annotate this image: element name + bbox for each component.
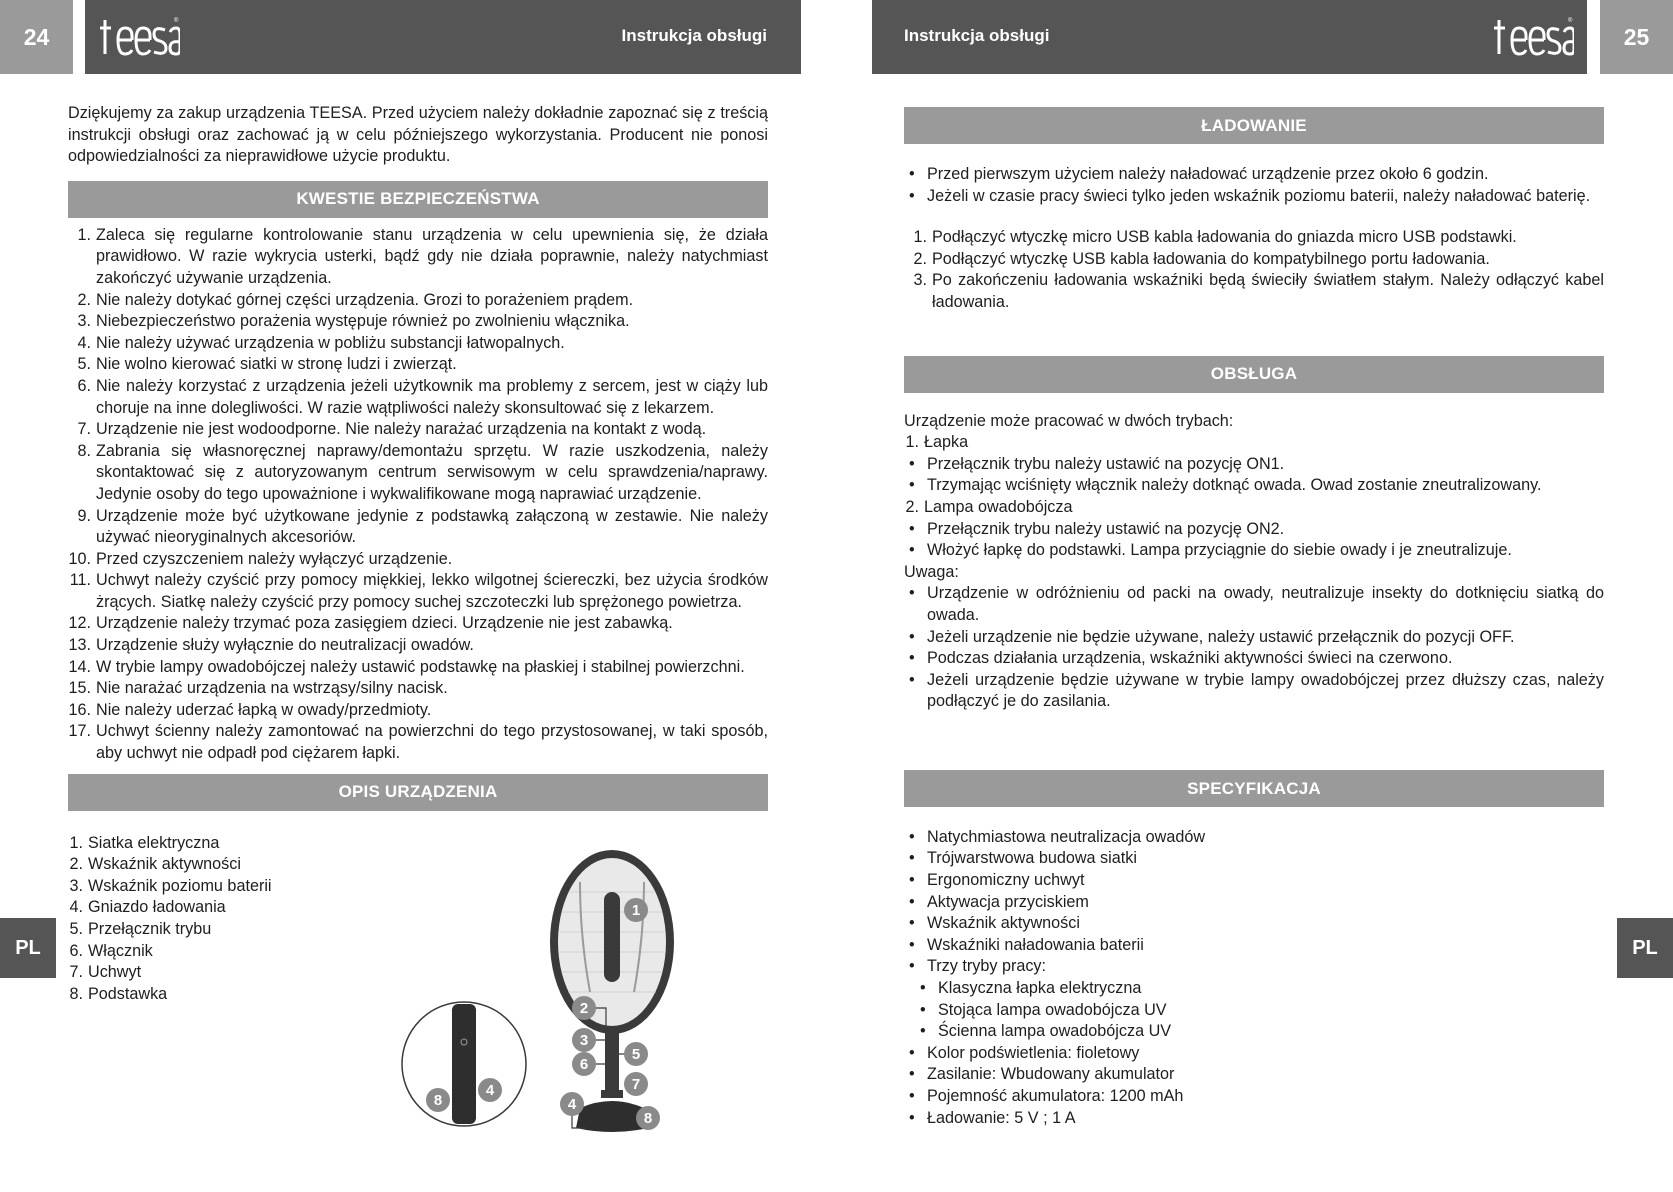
charging-bullet-text: Przed pierwszym użyciem należy naładować urządzenie przez około 6 godzin. xyxy=(927,165,1489,183)
safety-item-number: 4. xyxy=(77,333,91,352)
safety-item-number: 2. xyxy=(77,290,91,309)
safety-item-text: Uchwyt ścienny należy zamontować na powierzchni do tego przystosowanej, w taki sposób, aby uchwyt nie odpadł pod ciężarem łapki. xyxy=(96,722,768,763)
spec-sub-item-text: Ścienna lampa owadobójcza UV xyxy=(938,1022,1172,1041)
note-item-text: Jeżeli urządzenie będzie używane w trybie lampy owadobójczej przez dłuższy czas, należy podłączyć je do zasilania. xyxy=(927,670,1604,711)
safety-item-text: Urządzenie służy wyłącznie do neutralizacji owadów. xyxy=(96,636,474,655)
safety-item xyxy=(68,441,768,506)
bullet-icon: • xyxy=(909,186,915,205)
safety-item-text: W trybie lampy owadobójczej należy ustawić podstawkę na płaskiej i stabilnej powierzchni. xyxy=(96,657,745,676)
safety-item-text: Urządzenie może być użytkowane jedynie z podstawką załączoną w zestawie. Nie należy używać nieoryginalnych akcesoriów. xyxy=(96,506,768,547)
spec-sub-item xyxy=(904,1021,1604,1043)
description-item-number: 4. xyxy=(69,898,83,917)
charging-bullet xyxy=(904,186,1604,208)
description-item-text: Włącznik xyxy=(88,941,153,960)
safety-item xyxy=(68,333,768,355)
safety-item-text: Nie należy uderzać łapką w owady/przedmioty. xyxy=(96,700,432,719)
safety-item-text: Nie wolno kierować siatki w stronę ludzi i zwierząt. xyxy=(96,355,457,374)
mode-2-bullet-text: Włożyć łapkę do podstawki. Lampa przyciągnie do siebie owady i je zneutralizuje. xyxy=(927,541,1512,560)
spec-item-text: Ergonomiczny uchwyt xyxy=(927,871,1085,890)
page-number-left: 24 xyxy=(0,0,73,74)
safety-item-number: 3. xyxy=(77,312,91,331)
description-item xyxy=(68,984,368,1006)
safety-item xyxy=(68,290,768,312)
safety-item-text: Niebezpieczeństwo porażenia występuje również po zwolnieniu włącznika. xyxy=(96,312,630,331)
mode-1-bullet xyxy=(904,454,1604,476)
description-item xyxy=(68,962,368,984)
safety-item-text: Uchwyt należy czyścić przy pomocy miękkiej, lekko wilgotnej ściereczki, bez użycia środków żrących. Siatkę należy czyścić przy pomocy suchej szczoteczki lub sprężonego powietrza. xyxy=(96,571,768,611)
description-item-number: 7. xyxy=(69,963,83,982)
bullet-icon: • xyxy=(909,892,915,911)
page-number-right: 25 xyxy=(1600,0,1673,74)
section-heading-safety: KWESTIE BEZPIECZEŃSTWA xyxy=(68,181,768,218)
safety-item-text: Nie narażać urządzenia na wstrząsy/silny nacisk. xyxy=(96,679,448,698)
safety-item-number: 17. xyxy=(68,722,91,741)
callout-1 xyxy=(624,898,648,922)
description-item-text: Uchwyt xyxy=(88,963,142,982)
safety-item-number: 1. xyxy=(77,225,91,244)
mode-1-bullet-text: Trzymając wciśnięty włącznik należy dotknąć owada. Owad zostanie zneutralizowany. xyxy=(927,476,1542,495)
spec-sub-item xyxy=(904,978,1604,1000)
svg-text:3: 3 xyxy=(579,1032,589,1049)
mode-1-bullet xyxy=(904,475,1604,497)
safety-item xyxy=(68,419,768,441)
safety-item xyxy=(68,311,768,333)
bullet-icon: • xyxy=(909,454,915,473)
safety-item-text: Nie należy dotykać górnej części urządzenia. Grozi to porażeniem prądem. xyxy=(96,290,634,309)
safety-item-text: Przed czyszczeniem należy wyłączyć urządzenie. xyxy=(96,549,453,568)
description-item xyxy=(68,833,368,855)
description-item-text: Podstawka xyxy=(88,984,168,1003)
header-title-right: Instrukcja obsługi xyxy=(904,26,1050,45)
description-item-text: Siatka elektryczna xyxy=(88,833,220,852)
spec-item xyxy=(904,1043,1604,1065)
safety-item xyxy=(68,354,768,376)
safety-item xyxy=(68,225,768,290)
description-item-number: 1. xyxy=(69,833,83,852)
mode-2: 2. Lampa owadobójcza xyxy=(905,497,1073,516)
spec-item xyxy=(904,1064,1604,1086)
note-label: Uwaga: xyxy=(904,562,959,581)
spec-item xyxy=(904,1086,1604,1108)
callout-6 xyxy=(572,1052,596,1076)
safety-item-text: Zaleca się regularne kontrolowanie stanu urządzenia w celu upewnienia się, że działa prawidłowo. W razie wykrycia usterki, bądź gdy nie działa poprawnie, należy natychmiast zakończyć używanie urządzenia. xyxy=(96,225,768,287)
svg-text:2: 2 xyxy=(579,1000,589,1017)
spec-item xyxy=(904,913,1604,935)
safety-item xyxy=(68,678,768,700)
spec-item-text: Zasilanie: Wbudowany akumulator xyxy=(927,1065,1175,1084)
description-item-text: Wskaźnik poziomu baterii xyxy=(88,876,272,895)
description-item-number: 8. xyxy=(69,984,83,1003)
bullet-icon: • xyxy=(909,670,915,689)
description-item xyxy=(68,897,368,919)
spec-item xyxy=(904,848,1604,870)
bullet-icon: • xyxy=(909,584,915,603)
description-list xyxy=(68,833,368,1006)
bullet-icon: • xyxy=(920,979,926,998)
spec-item-text: Wskaźnik aktywności xyxy=(927,914,1080,933)
safety-item xyxy=(68,635,768,657)
operation-intro: Urządzenie może pracować w dwóch trybach: xyxy=(904,411,1234,430)
bullet-icon: • xyxy=(909,827,915,846)
bullet-icon: • xyxy=(909,871,915,890)
bullet-icon: • xyxy=(909,957,915,976)
spec-item xyxy=(904,827,1604,849)
safety-item-number: 11. xyxy=(69,571,91,590)
mode-2-bullet xyxy=(904,519,1604,541)
spec-item-text: Trzy tryby pracy: xyxy=(927,957,1047,976)
description-item-number: 6. xyxy=(69,941,83,960)
bullet-icon: • xyxy=(909,849,915,868)
spec-list xyxy=(904,827,1604,978)
safety-item-text: Nie należy korzystać z urządzenia jeżeli użytkownik ma problemy z sercem, jest w ciąży lub choruje na inne dolegliwości. W razie wątpliwości należy skonsultować się z lekarzem. xyxy=(96,376,768,417)
spec-item-text: Ładowanie: 5 V ; 1 A xyxy=(927,1108,1076,1127)
callout-4-zoom xyxy=(478,1078,502,1102)
note-item xyxy=(904,670,1604,713)
bullet-icon: • xyxy=(909,649,915,668)
description-item-text: Gniazdo ładowania xyxy=(88,898,226,917)
spec-sub-item-text: Stojąca lampa owadobójcza UV xyxy=(938,1000,1167,1019)
svg-text:1: 1 xyxy=(631,902,641,919)
note-item-text: Podczas działania urządzenia, wskaźniki aktywności świeci na czerwono. xyxy=(927,649,1453,668)
safety-item xyxy=(68,700,768,722)
safety-item xyxy=(68,613,768,635)
bullet-icon: • xyxy=(909,914,915,933)
device-illustration xyxy=(400,832,700,1142)
spec-item-text: Wskaźniki naładowania baterii xyxy=(927,935,1144,954)
safety-item xyxy=(68,506,768,549)
charging-step-text: Po zakończeniu ładowania wskaźniki będą świeciły światłem stałym. Należy odłączyć kabel ładowania. xyxy=(932,271,1604,311)
callout-3 xyxy=(572,1028,596,1052)
safety-item-number: 7. xyxy=(77,420,91,439)
description-item-text: Przełącznik trybu xyxy=(88,920,212,938)
spec-item xyxy=(904,892,1604,914)
mode-2-bullet xyxy=(904,540,1604,562)
description-item xyxy=(68,941,368,963)
bullet-icon: • xyxy=(909,1087,915,1105)
charging-step xyxy=(904,249,1604,271)
note-item-text: Urządzenie w odróżnieniu od packi na owady, neutralizuje insekty do dotknięciu siatką do owada. xyxy=(927,584,1604,624)
safety-item-number: 15. xyxy=(68,679,91,698)
svg-text:5: 5 xyxy=(631,1046,641,1063)
bullet-icon: • xyxy=(920,1000,926,1019)
svg-text:6: 6 xyxy=(579,1056,589,1073)
callout-8 xyxy=(636,1106,660,1130)
bullet-icon: • xyxy=(909,1108,915,1127)
safety-item xyxy=(68,657,768,679)
note-item xyxy=(904,648,1604,670)
callout-8-zoom xyxy=(426,1088,450,1112)
charging-bullet-text: Jeżeli w czasie pracy świeci tylko jeden wskaźnik poziomu baterii, należy naładować baterię. xyxy=(927,186,1591,205)
mode-1-bullets xyxy=(904,454,1604,497)
safety-item xyxy=(68,570,768,613)
safety-item-text: Zabrania się własnoręcznej naprawy/demontażu sprzętu. W razie uszkodzenia, należy skontaktować się z autoryzowanym centrum serwisowym w celu sprawdzenia/naprawy. Jedynie osoby do tego upoważnione i wykwalifikowane mogą naprawiać urządzenie. xyxy=(96,441,768,503)
section-heading-charging: ŁADOWANIE xyxy=(904,107,1604,144)
charging-step-number: 3. xyxy=(913,271,927,290)
callout-7 xyxy=(624,1072,648,1096)
description-item-text: Wskaźnik aktywności xyxy=(88,855,241,874)
section-heading-spec: SPECYFIKACJA xyxy=(904,770,1604,807)
svg-text:8: 8 xyxy=(643,1110,653,1127)
spec-item-text: Pojemność akumulatora: 1200 mAh xyxy=(927,1087,1184,1105)
safety-item-number: 6. xyxy=(77,376,91,395)
charging-steps xyxy=(904,227,1604,313)
callout-4 xyxy=(560,1092,584,1116)
intro-text: Dziękujemy za zakup urządzenia TEESA. Przed użyciem należy dokładnie zapoznać się z treścią instrukcji obsługi oraz zachować ją w celu późniejszego wykorzystania. Producent nie ponosi odpowiedzialności za nieprawidłowe użycie produktu. xyxy=(68,104,768,166)
description-item xyxy=(68,854,368,876)
charging-step-number: 1. xyxy=(913,228,927,247)
bullet-icon: • xyxy=(909,935,915,954)
note-item xyxy=(904,627,1604,649)
charging-step xyxy=(904,270,1604,313)
safety-item-number: 12. xyxy=(68,614,91,633)
description-item xyxy=(68,876,368,898)
bullet-icon: • xyxy=(920,1022,926,1041)
spec-list-2 xyxy=(904,1043,1604,1129)
charging-bullet xyxy=(904,164,1604,186)
spec-item-text: Natychmiastowa neutralizacja owadów xyxy=(927,827,1206,846)
bullet-icon: • xyxy=(909,165,915,183)
svg-text:4: 4 xyxy=(485,1082,495,1099)
safety-item-number: 9. xyxy=(77,506,91,525)
note-item xyxy=(904,583,1604,626)
safety-list xyxy=(68,225,768,765)
bullet-icon: • xyxy=(909,1065,915,1084)
teesa-logo-left xyxy=(100,14,180,60)
spec-item-text: Aktywacja przyciskiem xyxy=(927,892,1089,911)
callout-2 xyxy=(572,996,596,1020)
spec-item-text: Kolor podświetlenia: fioletowy xyxy=(927,1043,1140,1062)
safety-item-number: 13. xyxy=(68,636,91,655)
operation-notes xyxy=(904,583,1604,713)
safety-item-text: Urządzenie należy trzymać poza zasięgiem dzieci. Urządzenie nie jest zabawką. xyxy=(96,614,673,633)
mode-1-bullet-text: Przełącznik trybu należy ustawić na pozycję ON1. xyxy=(927,454,1285,473)
callout-5 xyxy=(624,1042,648,1066)
spec-item-text: Trójwarstwowa budowa siatki xyxy=(927,849,1137,868)
safety-item xyxy=(68,721,768,764)
svg-text:4: 4 xyxy=(567,1096,577,1113)
bullet-icon: • xyxy=(909,476,915,495)
right-column xyxy=(904,107,1604,1129)
spec-item xyxy=(904,956,1604,978)
charging-step-text: Podłączyć wtyczkę micro USB kabla ładowania do gniazda micro USB podstawki. xyxy=(932,228,1517,247)
bullet-icon: • xyxy=(909,519,915,538)
language-tab-left: PL xyxy=(0,918,56,978)
teesa-logo-right xyxy=(1494,14,1574,60)
mode-2-bullet-text: Przełącznik trybu należy ustawić na pozycję ON2. xyxy=(927,519,1285,538)
description-item-number: 5. xyxy=(69,920,83,938)
charging-step-number: 2. xyxy=(913,249,927,268)
description-item xyxy=(68,919,368,941)
svg-text:®: ® xyxy=(174,18,179,24)
section-heading-description: OPIS URZĄDZENIA xyxy=(68,774,768,811)
svg-text:7: 7 xyxy=(631,1076,641,1093)
safety-item xyxy=(68,376,768,419)
spec-item xyxy=(904,870,1604,892)
section-heading-operation: OBSŁUGA xyxy=(904,356,1604,393)
spec-sub-item xyxy=(904,1000,1604,1022)
description-item-number: 3. xyxy=(69,876,83,895)
safety-item-number: 16. xyxy=(68,700,91,719)
bullet-icon: • xyxy=(909,627,915,646)
header-title-left: Instrukcja obsługi xyxy=(621,26,767,45)
bullet-icon: • xyxy=(909,1043,915,1062)
note-item-text: Jeżeli urządzenie nie będzie używane, należy ustawić przełącznik do pozycji OFF. xyxy=(927,627,1515,646)
safety-item xyxy=(68,549,768,571)
spec-item xyxy=(904,1108,1604,1130)
safety-item-number: 14. xyxy=(68,657,91,676)
charging-step xyxy=(904,227,1604,249)
safety-item-text: Nie należy używać urządzenia w pobliżu substancji łatwopalnych. xyxy=(96,333,565,352)
spec-item xyxy=(904,935,1604,957)
charging-step-text: Podłączyć wtyczkę USB kabla ładowania do kompatybilnego portu ładowania. xyxy=(932,249,1490,268)
language-tab-right: PL xyxy=(1617,918,1673,978)
safety-item-number: 5. xyxy=(77,355,91,374)
bullet-icon: • xyxy=(909,541,915,560)
safety-item-number: 10. xyxy=(68,549,91,568)
safety-item-text: Urządzenie nie jest wodoodporne. Nie należy narażać urządzenia na kontakt z wodą. xyxy=(96,420,707,439)
mode-2-bullets xyxy=(904,519,1604,562)
safety-item-number: 8. xyxy=(77,441,91,460)
mode-1: 1. Łapka xyxy=(905,433,969,452)
charging-bullets xyxy=(904,164,1604,207)
spec-sub-item-text: Klasyczna łapka elektryczna xyxy=(938,979,1142,998)
svg-text:®: ® xyxy=(1568,18,1573,24)
svg-text:8: 8 xyxy=(433,1092,443,1109)
description-item-number: 2. xyxy=(69,855,83,874)
spec-sub-list xyxy=(904,978,1604,1043)
